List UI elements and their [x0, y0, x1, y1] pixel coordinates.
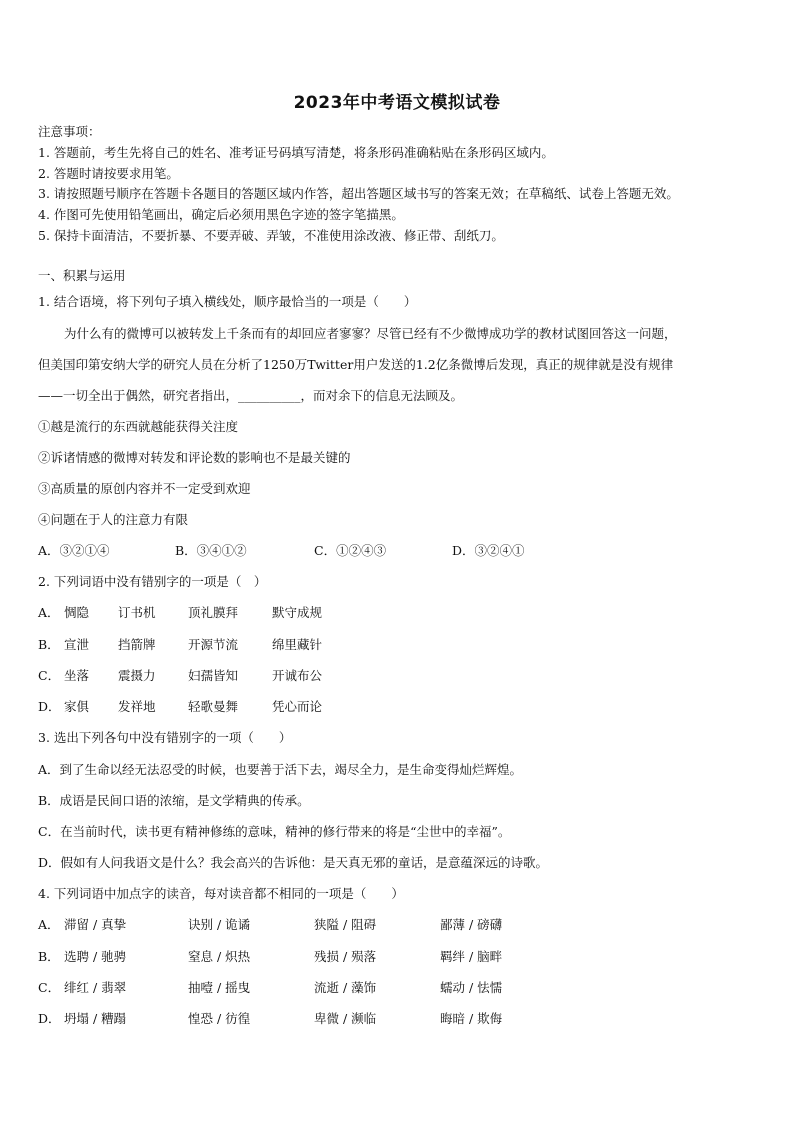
option-letter: D． — [38, 699, 61, 714]
word-pair: 卑微 / 濒临 — [314, 1011, 377, 1026]
word-pair: 惶恐 / 彷徨 — [188, 1011, 251, 1026]
word-pair: 绯红 / 翡翠 — [64, 980, 127, 995]
passage-line: 但美国印第安纳大学的研究人员在分析了1250万Twitter用户发送的1.2亿条微博后发现，真正的规律就是没有规律 — [38, 357, 674, 372]
section-heading: 一、积累与运用 — [38, 268, 126, 283]
word-pair: 鄙薄 / 磅礴 — [440, 917, 503, 932]
passage-line: ——一切全出于偶然，研究者指出，__________，而对余下的信息无法顾及。 — [38, 388, 464, 403]
word: 震摄力 — [118, 668, 156, 683]
word-pair: 抽噎 / 摇曳 — [188, 980, 251, 995]
word: 发祥地 — [118, 699, 156, 714]
page-title: 2023年中考语文模拟试卷 — [293, 93, 501, 113]
option-letter: D． — [38, 1011, 61, 1026]
question-stem-1: 1. 结合语境，将下列句子填入横线处，顺序最恰当的一项是（ ） — [38, 294, 417, 309]
note-item: 3. 请按照题号顺序在答题卡各题目的答题区域内作答，超出答题区域书写的答案无效；在草稿纸、试卷上答题无效。 — [38, 186, 679, 201]
answer-option-a: A．到了生命以经无法忍受的时候，也要善于活下去，竭尽全力，是生命变得灿烂辉煌。 — [38, 762, 523, 777]
answer-option-b: B．③④①② — [175, 543, 247, 558]
question-stem-4: 4. 下列词语中加点字的读音，每对读音都不相同的一项是（ ） — [38, 886, 404, 901]
word: 开诚布公 — [272, 668, 323, 683]
option-letter: C． — [38, 980, 61, 995]
answer-option-b: B．成语是民间口语的浓缩，是文学精典的传承。 — [38, 793, 310, 808]
word-pair: 晦暗 / 欺侮 — [440, 1011, 503, 1026]
option-letter: A． — [38, 917, 60, 932]
sentence-option: ④问题在于人的注意力有限 — [38, 512, 189, 527]
sentence-option: ③高质量的原创内容并不一定受到欢迎 — [38, 481, 251, 496]
question-stem-3: 3. 选出下列各句中没有错别字的一项（ ） — [38, 730, 292, 745]
word-pair: 残损 / 殒落 — [314, 949, 377, 964]
passage-line: 为什么有的微博可以被转发上千条而有的却回应者寥寥？尽管已经有不少微博成功学的教材试图回答这一问题， — [64, 326, 677, 341]
note-item: 5. 保持卡面清洁，不要折暴、不要弄破、弄皱，不准使用涂改液、修正带、刮纸刀。 — [38, 228, 504, 243]
answer-option-c: C．在当前时代，读书更有精神修练的意味，精神的修行带来的将是“尘世中的幸福”。 — [38, 824, 511, 839]
word: 绵里藏针 — [272, 637, 323, 652]
question-stem-2: 2. 下列词语中没有错别字的一项是（ ） — [38, 574, 267, 589]
sentence-option: ②诉诸情感的微博对转发和评论数的影响也不是最关键的 — [38, 450, 351, 465]
word: 默守成规 — [272, 605, 323, 620]
word: 宣泄 — [64, 637, 90, 652]
note-item: 1. 答题前，考生先将自己的姓名、准考证号码填写清楚，将条形码准确粘贴在条形码区域内。 — [38, 145, 554, 160]
answer-option-a: A．③②①④ — [38, 543, 110, 558]
notes-heading: 注意事项： — [38, 124, 101, 139]
word-pair: 选聘 / 驰骋 — [64, 949, 127, 964]
answer-option-d: D．假如有人问我语文是什么？我会高兴的告诉他：是天真无邪的童话，是意蕴深远的诗歌。 — [38, 855, 549, 870]
option-letter: B． — [38, 949, 60, 964]
word-pair: 坍塌 / 糟蹋 — [64, 1011, 127, 1026]
answer-option-d: D．③②④① — [452, 543, 525, 558]
word-pair: 诀别 / 诡谲 — [188, 917, 251, 932]
option-letter: A． — [38, 605, 60, 620]
word: 开源节流 — [188, 637, 239, 652]
word: 妇孺皆知 — [188, 668, 239, 683]
word: 挡箭牌 — [118, 637, 156, 652]
word-pair: 窒息 / 炽热 — [188, 949, 251, 964]
word: 轻歌曼舞 — [188, 699, 239, 714]
word: 坐落 — [64, 668, 90, 683]
sentence-option: ①越是流行的东西就越能获得关注度 — [38, 419, 239, 434]
word-pair: 流逝 / 藻饰 — [314, 980, 377, 995]
answer-option-c: C．①②④③ — [314, 543, 387, 558]
word-pair: 狭隘 / 阻碍 — [314, 917, 377, 932]
note-item: 2. 答题时请按要求用笔。 — [38, 166, 179, 181]
option-letter: B． — [38, 637, 60, 652]
word: 订书机 — [118, 605, 156, 620]
word: 顶礼膜拜 — [188, 605, 239, 620]
word: 家俱 — [64, 699, 90, 714]
word-pair: 蠕动 / 怯懦 — [440, 980, 503, 995]
note-item: 4. 作图可先使用铅笔画出，确定后必须用黑色字迹的签字笔描黑。 — [38, 207, 404, 222]
word-pair: 滞留 / 真挚 — [64, 917, 127, 932]
word: 凭心而论 — [272, 699, 323, 714]
option-letter: C． — [38, 668, 61, 683]
word: 惆隐 — [64, 605, 90, 620]
word-pair: 羁绊 / 脑畔 — [440, 949, 503, 964]
